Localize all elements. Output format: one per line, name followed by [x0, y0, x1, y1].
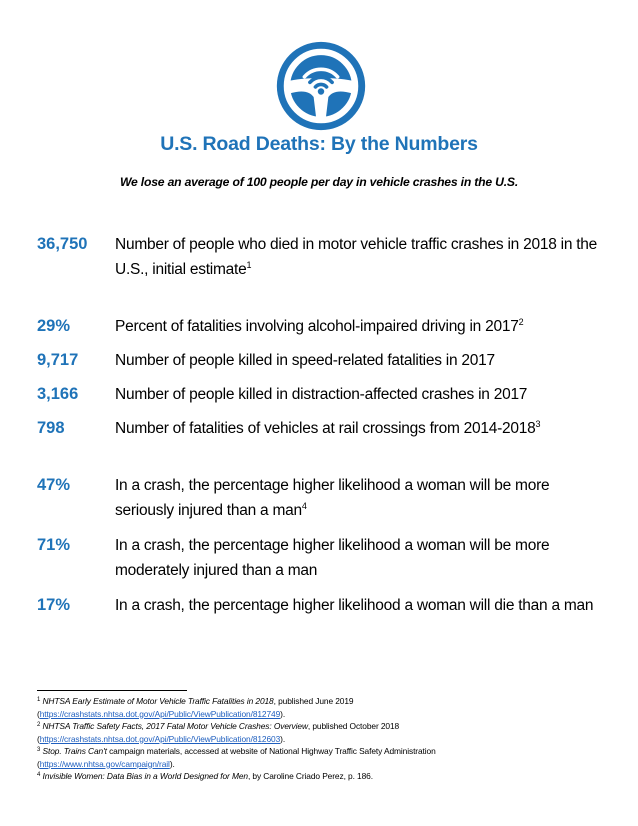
footnote-link[interactable]: https://crashstats.nhtsa.dot.gov/Api/Public/ViewPublication/812603	[39, 733, 281, 744]
stat-description	[115, 232, 607, 282]
footnote-ref: 1	[246, 260, 252, 270]
footnote-ref: 2	[518, 317, 524, 327]
stat-row	[37, 348, 607, 373]
stat-value: 798	[37, 419, 65, 437]
page-title: U.S. Road Deaths: By the Numbers	[160, 133, 478, 155]
stat-text: Number of people killed in speed-related fatalities in 2017	[115, 352, 495, 369]
stat-description	[115, 416, 607, 441]
footnote-source-title: Invisible Women: Data Bias in a World Designed for Men	[42, 771, 248, 781]
stat-value: 9,717	[37, 351, 79, 369]
stat-row	[37, 416, 607, 441]
footnote-4	[37, 770, 607, 783]
footnote-link[interactable]: https://www.nhtsa.gov/campaign/rail	[39, 758, 170, 769]
footnote-text: campaign materials, accessed at website of National Highway Traffic Safety Administration	[106, 746, 436, 756]
stat-row	[37, 382, 607, 407]
stat-text: In a crash, the percentage higher likelihood a woman will die than a man	[115, 597, 594, 614]
stat-text: In a crash, the percentage higher likelihood a woman will be more moderately injured than a man	[115, 537, 550, 579]
stat-row	[37, 473, 607, 523]
footnote-3: $^3$ Stop. Trains Can't campaign materials, accessed at website of National Highway Traffic Safety Administration (https://www.nhtsa.gov/campaign/rail).	[37, 746, 436, 769]
stat-description	[115, 348, 607, 373]
stat-description	[115, 533, 607, 583]
stat-text: Number of people killed in distraction-affected crashes in 2017	[115, 386, 528, 403]
stat-text: Number of people who died in motor vehicle traffic crashes in 2018 in the U.S., initial estimate	[115, 236, 598, 278]
stat-value: 17%	[37, 596, 71, 614]
stat-value: 71%	[37, 536, 71, 554]
footnote-ref: 3	[535, 419, 541, 429]
footnote-text: , by Caroline Criado Perez, p. 186.	[247, 771, 373, 781]
stat-row	[37, 593, 607, 618]
stat-text: In a crash, the percentage higher likelihood a woman will be more seriously injured than a man	[115, 477, 550, 519]
stats-list	[37, 232, 607, 618]
stat-description	[115, 314, 607, 339]
stat-value: 29%	[37, 317, 71, 335]
stat-row	[37, 533, 607, 583]
footnote-number: 1	[37, 697, 41, 703]
footnote-link[interactable]: https://crashstats.nhtsa.dot.gov/Api/Public/ViewPublication/812749	[39, 708, 281, 719]
stat-description	[115, 593, 607, 618]
footnote-number: 3	[37, 747, 41, 753]
footnote-text: , published October 2018	[307, 721, 400, 731]
stat-value: 47%	[37, 476, 71, 494]
stat-description	[115, 473, 607, 523]
stat-row	[37, 232, 607, 282]
stat-value: 36,750	[37, 235, 88, 253]
stat-description	[115, 382, 607, 407]
footnote-source-title: Stop. Trains Can't	[42, 746, 107, 756]
stat-text: Number of fatalities of vehicles at rail crossings from 2014-2018	[115, 420, 536, 437]
footnote-1: $^1$ NHTSA Early Estimate of Motor Vehicle Traffic Fatalities in 2018, published June 2019 (https://crashstats.nhtsa.dot.gov/Api/Public/ViewPublication/812749).	[37, 696, 354, 719]
footnote-number: 2	[37, 722, 41, 728]
footnotes	[37, 695, 607, 783]
footnote-source-title: NHTSA Traffic Safety Facts, 2017 Fatal Motor Vehicle Crashes: Overview	[42, 721, 308, 731]
page-subtitle: We lose an average of 100 people per day in vehicle crashes in the U.S.	[119, 175, 519, 189]
footnote-source-title: NHTSA Early Estimate of Motor Vehicle Traffic Fatalities in 2018	[42, 696, 274, 706]
footnote-divider	[37, 690, 187, 691]
stat-row	[37, 314, 607, 339]
footnote-2: $^2$ NHTSA Traffic Safety Facts, 2017 Fatal Motor Vehicle Crashes: Overview, published October 2018 (https://crashstats.nhtsa.dot.gov/Api/Public/ViewPublication/812603).	[37, 721, 400, 744]
stat-value: 3,166	[37, 385, 79, 403]
steering-wheel-wifi-icon	[275, 40, 367, 132]
footnote-number: 4	[37, 772, 41, 778]
stat-text: Percent of fatalities involving alcohol-impaired driving in 2017	[115, 318, 519, 335]
footnote-ref: 4	[301, 501, 307, 511]
footnote-text: , published June 2019	[273, 696, 354, 706]
